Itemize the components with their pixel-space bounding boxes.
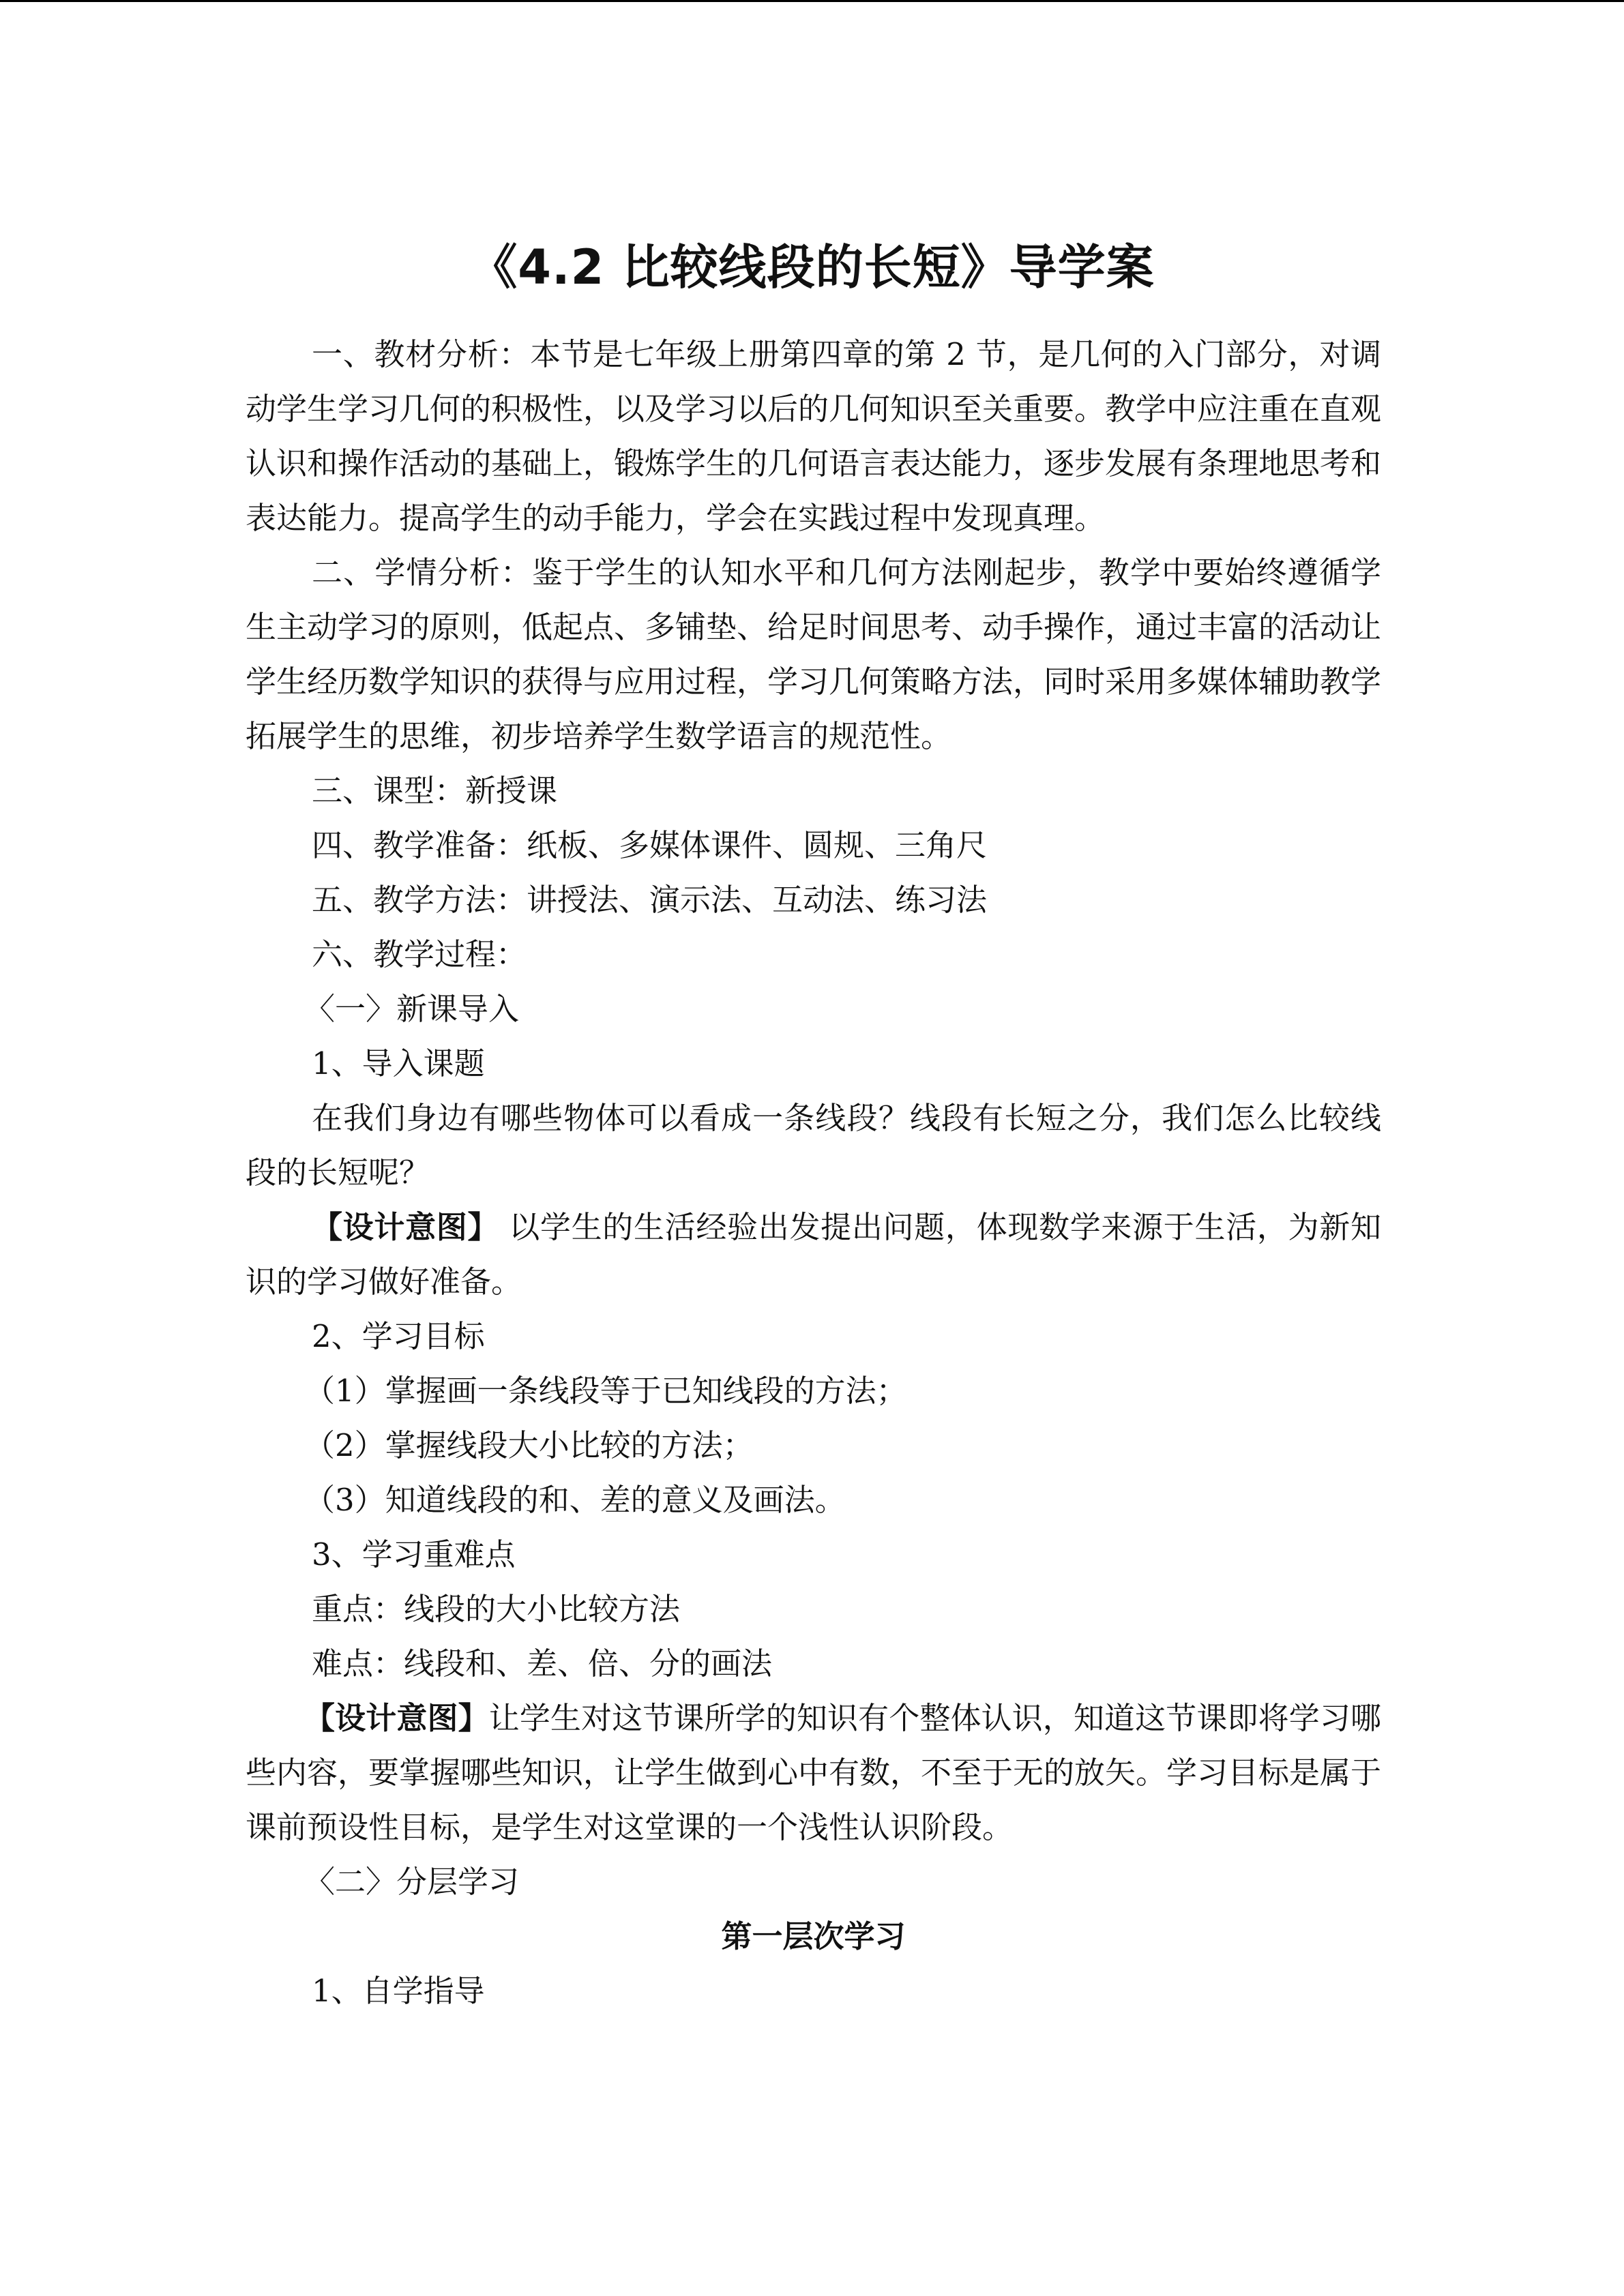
paragraph-lesson-type: 三、课型：新授课 xyxy=(312,773,558,809)
design-intent-label: 【设计意图】 xyxy=(304,1700,489,1736)
subheading-learning-goals: 2、学习目标 xyxy=(312,1318,485,1354)
paragraph-key-point: 重点：线段的大小比较方法 xyxy=(312,1591,681,1627)
paragraph-design-intent-1 xyxy=(246,1200,1381,1309)
learning-goal-2: （2）掌握线段大小比较的方法； xyxy=(304,1427,754,1463)
paragraph-intro-question: 在我们身边有哪些物体可以看成一条线段？线段有长短之分，我们怎么比较线段的长短呢？ xyxy=(246,1100,1381,1191)
document-body xyxy=(246,327,1381,2018)
document-title: 《4.2 比较线段的长短》导学案 xyxy=(469,239,1155,295)
top-border xyxy=(0,0,1624,2)
subheading-key-points: 3、学习重难点 xyxy=(312,1536,516,1572)
subheading-first-level: 第一层次学习 xyxy=(721,1918,906,1954)
design-intent-text: 以学生的生活经验出发提出问题，体现数学来源于生活，为新知识的学习做好准备。 xyxy=(246,1209,1381,1300)
section-new-lesson-intro: 〈一〉新课导入 xyxy=(304,991,520,1027)
paragraph-preparation: 四、教学准备：纸板、多媒体课件、圆规、三角尺 xyxy=(312,827,988,863)
design-intent-text: 让学生对这节课所学的知识有个整体认识，知道这节课即将学习哪些内容，要掌握哪些知识，让学生做到心中有数，不至于无的放矢。学习目标是属于课前预设性目标，是学生对这堂课的一个浅性认识阶段。 xyxy=(246,1700,1382,1845)
paragraph-textbook-analysis: 一、教材分析：本节是七年级上册第四章的第 2 节，是几何的入门部分，对调动学生学习几何的积极性，以及学习以后的几何知识至关重要。教学中应注重在直观认识和操作活动的基础上，锻炼学生的几何语言表达能力，逐步发展有条理地思考和表达能力。提高学生的动手能力，学会在实践过程中发现真理。 xyxy=(246,336,1382,536)
design-intent-label: 【设计意图】 xyxy=(312,1209,499,1245)
learning-goal-3: （3）知道线段的和、差的意义及画法。 xyxy=(304,1482,846,1518)
section-layered-learning: 〈二〉分层学习 xyxy=(304,1864,520,1900)
paragraph-process-heading: 六、教学过程： xyxy=(312,936,527,972)
subheading-intro-topic: 1、导入课题 xyxy=(312,1045,485,1082)
subheading-self-study-guide: 1、自学指导 xyxy=(312,1973,485,2009)
paragraph-learner-analysis: 二、学情分析：鉴于学生的认知水平和几何方法刚起步，教学中要始终遵循学生主动学习的原则，低起点、多铺垫、给足时间思考、动手操作，通过丰富的活动让学生经历数学知识的获得与应用过程，学习几何策略方法，同时采用多媒体辅助教学拓展学生的思维，初步培养学生数学语言的规范性。 xyxy=(246,554,1382,754)
paragraph-difficult-point: 难点：线段和、差、倍、分的画法 xyxy=(312,1645,773,1682)
paragraph-methods: 五、教学方法：讲授法、演示法、互动法、练习法 xyxy=(312,882,988,918)
learning-goal-1: （1）掌握画一条线段等于已知线段的方法； xyxy=(304,1373,907,1409)
paragraph-design-intent-2 xyxy=(246,1691,1381,1855)
